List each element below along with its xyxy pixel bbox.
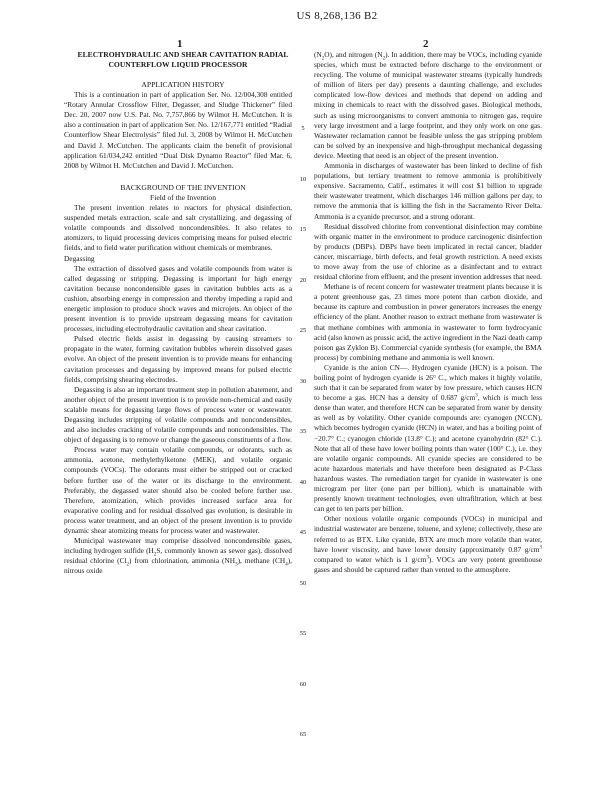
line-number: 10	[299, 176, 307, 183]
column-number-left: 1	[177, 38, 183, 50]
paragraph: Pulsed electric fields assist in degassing by causing streamers to propagate in the water, forming cavitation bubbles wherein dissolved gases evolve. An object of the present invention is to provide means for enhancing cavitation processes and degassing by improved means for pulsed electric fields, comprising shearing electrodes.	[64, 334, 292, 384]
paragraph: Degassing is also an important treatment step in pollution abatement, and another object of the present invention is to provide non-chemical and easily scalable means for degassing large flows of process water or wastewater. Degassing includes stripping of volatile compounds and noncondensibles, and also includes cracking of volatile compounds and noncondensibles. The object of degassing is to remove or change the gaseous constituents of a flow.	[64, 384, 292, 445]
text-run: ), nitrous oxide	[64, 556, 292, 576]
patent-header	[0, 10, 614, 22]
text-run: Municipal wastewater may comprise dissolved noncondensible gases, including hydrogen sulfide (H	[64, 536, 292, 556]
paragraph: The extraction of dissolved gases and volatile compounds from water is called degassing or stripping. Degassing is important for high energy cavitation because noncondensible gases in cavitation bubbles acts as a cushion, absorbing energy in compression and thereby impeding a rapid and energetic implosion to produce shock waves and microjets. An object of the present invention is to provide upstream degassing means for cavitation processes, including electrohydraulic cavitation and shear cavitation.	[64, 263, 292, 334]
invention-title: ELECTROHYDRAULIC AND SHEAR CAVITATION RADIAL COUNTERFLOW LIQUID PROCESSOR	[77, 50, 289, 69]
line-number: 55	[299, 630, 307, 637]
text-run: ). In addition, there may be VOCs, including cyanide species, which must be extracted before discharge to the environment or recycling. The volume of municipal wastewater streams (typically hundreds of million of liters per day) presents a daunting challenge, and excludes complicated low-flow devices and methods that depend on adding and mixing in chemicals to react with the dissolved gases. Biological methods, such as using microorganisms to convert ammonia to nitrogen gas, require very large investment and a large footprint, and they only work on one gas. Wastewater reclamation cannot be feasible unless the gas stripping problem can be solved by an inexpensive and high-throughput mechanical degassing device. Meeting that need is an object of the present invention.	[314, 50, 542, 160]
text-run: compared to water which is 1 g/cm	[314, 554, 427, 564]
line-number: 45	[299, 529, 307, 536]
text-run: O), and nitrogen (N	[324, 50, 383, 59]
line-number: 65	[299, 731, 307, 738]
paragraph: Process water may contain volatile compounds, or odorants, such as ammonia, acetone, methylethylketone (MEK), and volatile organic compounds (VOCs). The odorants must either be stripped out or cracked before further use of the water or its discharge to the environment. Preferably, the degassed water should also be cooled before further use. Therefore, atomization, which provides increased surface area for evaporative cooling and for residual dissolved gas evolution, is desirable in process water treatment, and an object of the present invention is to provide dynamic shear atomizing means for process water and wastewater.	[64, 445, 292, 536]
paragraph: Methane is of recent concern for wastewater treatment plants because it is a potent greenhouse gas, 23 times more potent than carbon dioxide, and because its capture and combustion in power generators increases the energy efficiency of the plant. Another reason to extract methane from wastewater is that methane combines with ammonia in wastewater to form hydrocyanic acid (also known as prussic acid, the active ingredient in the Nazi death camp poison gas Zyklon B). Commercial cyanide synthesis (for example, the BMA process) by combining methane and ammonia is well known.	[314, 282, 542, 362]
line-number: 30	[299, 378, 307, 385]
column-number-right: 2	[423, 38, 429, 50]
superscript: 3	[426, 555, 429, 561]
subscript: 2	[321, 56, 325, 62]
line-number: 5	[301, 125, 305, 132]
heading-field: Field of the Invention	[149, 192, 216, 202]
text-run: ). VOCs are very potent greenhouse gases and should be captured rather than vented to the atmosphere.	[314, 554, 542, 574]
line-number: 35	[299, 428, 307, 435]
subscript: 2	[382, 56, 386, 62]
paragraph: Ammonia in discharges of wastewater has been linked to decline of fish populations, but tertiary treatment to remove ammonia is prohibitively expensive. Sacramento, Calif., estimates it will cost $1 billion to upgrade their wastewater treatment, which discharges 146 million gallons per day, to remove the ammonia that is killing the fish in the Sacramento River Delta. Ammonia is a cyanide precursor, and a strong odorant.	[314, 161, 542, 221]
text-run: Other noxious volatile organic compounds (VOCs) in municipal and industrial wastewater are benzene, toluene, and xylene; collectively, these are referred to as BTX. Like cyanide, BTX are much more volatile than water, have lower viscosity, and have lower density (approximately 0.87 g/cm	[314, 514, 542, 554]
superscript: 3	[475, 393, 478, 399]
text-run: S, commonly known as sewer gas), dissolved residual chlorine (Cl	[64, 546, 292, 566]
paragraph: Residual dissolved chlorine from conventional disinfection may combine with organic matter in the environment to produce carcinogenic disinfection by products (DBPs). DBPs have been implicated in rectal cancer, bladder cancer, miscarriage, birth defects, and fetal growth restriction. A need exists to move away from the use of chlorine as a disinfectant and to extract residual chlorine from effluent, and the present invention addresses that need.	[314, 221, 542, 282]
line-number: 50	[299, 580, 307, 587]
paragraph	[64, 536, 292, 576]
text-run: ), methane (CH	[237, 556, 286, 566]
line-number: 25	[299, 327, 307, 334]
line-number: 60	[299, 681, 307, 688]
text-run: ) from chlorination, ammonia (NH	[129, 556, 236, 566]
paragraph: The present invention relates to reactors for physical disinfection, suspended metals extraction, scale and salt crystallizing, and degassing of volatile compounds and dissolved noncondensibles. It also relates to atomizers, to liquid processing devices comprising means for pulsed electric fields, and to field water purification without chemicals or membranes.	[64, 203, 292, 253]
paragraph	[314, 363, 542, 514]
superscript: 3	[539, 545, 542, 551]
line-number: 40	[299, 479, 307, 486]
line-number: 15	[299, 226, 307, 233]
subscript: 2	[153, 552, 157, 558]
paragraph: This is a continuation in part of application Ser. No. 12/004,308 entitled “Rotary Annular Crossflow Filter, Degasser, and Sludge Thickener” filed Dec. 20, 2007 now U.S. Pat. No. 7,757,866 by Wilmot H. McCutchen. It is also a continuation in part of application Ser. No. 12/167,771 entitled “Radial Counterflow Shear Electrolysis” filed Jul. 3, 2008 by Wilmot H. McCutchen and David J. McCutchen. The applicants claim the benefit of provisional application 61/034,242 entitled “Dual Disk Dynamo Reactor” filed Mar. 6, 2008 by Wilmot H. McCutchen and David J. McCutchen.	[64, 90, 292, 170]
paragraph	[314, 514, 542, 575]
label-degassing: Degassing	[64, 253, 95, 263]
text-run: , which is much less dense than water, and therefore HCN can be separated from water by density as well as by volatility. Other cyanide compounds are: cyanogen (NCCN), which becomes hydrogen cyanide (HCN) in water, and has a boiling point of −20.7° C.; cyanogen chloride (13.8° C.); and acetone cyanohydrin (82° C.). Note that all of these have lower boiling points than water (100° C.), i.e. they are volatile organic compounds. All cyanide species are considered to be acute hazardous materials and have therefore been designated as P-Class hazardous wastes. The remediation target for cyanide in wastewater is one microgram per liter (one part per billion), which is unattainable with presently known treatment technologies, even ultrafiltration, which at best can get to ten parts per billion.	[314, 393, 543, 514]
patent-number: US 8,268,136 B2	[296, 10, 378, 22]
line-number: 20	[299, 277, 307, 284]
subscript: 2	[126, 562, 130, 568]
right-column	[314, 50, 542, 575]
heading-application-history: APPLICATION HISTORY	[141, 80, 225, 89]
subscript: 4	[285, 562, 288, 568]
text-run: (N	[314, 50, 322, 59]
heading-background: BACKGROUND OF THE INVENTION	[120, 182, 246, 192]
text-run: Cyanide is the anion CN—. Hydrogen cyanide (HCN) is a poison. The boiling point of hydrogen cyanide is 26° C., which makes it highly volatile, such that it can be separated from water by low pressure, which causes HCN to become a gas. HCN has a density of 0.687 g/cm	[314, 362, 542, 403]
paragraph	[314, 50, 542, 161]
subscript: 3	[235, 562, 238, 568]
left-column	[64, 50, 292, 577]
